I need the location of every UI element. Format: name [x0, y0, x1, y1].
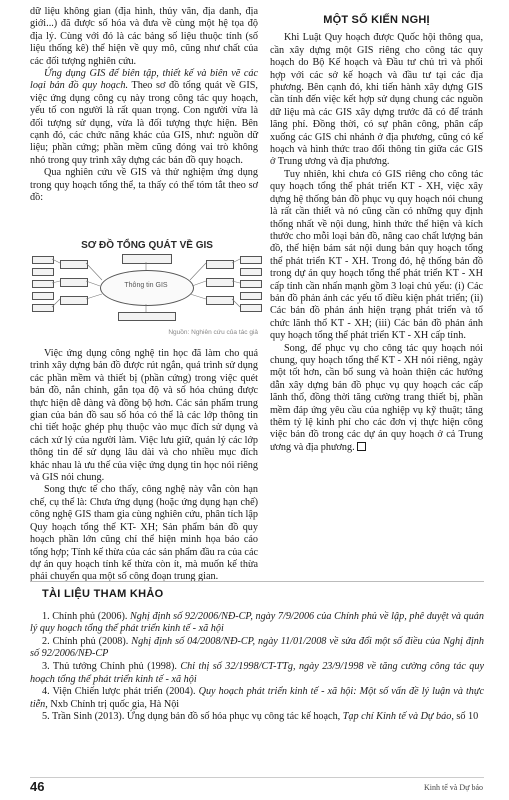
body-paragraph: Song thực tế cho thấy, công nghệ này vẫn còn hạn chế, cụ thể là: Chưa ứng dụng (hoặc ứng dụng hạn chế) công nghệ GIS tham gia cùng nghiên cứu, phân tích lập Quy hoạch tổng thể KT- XH; Sản phẩm bản đồ quy hoạch phần lớn cũng chỉ thể hiện minh họa báo cáo tổng hợp; Tính kế thừa của các sản phẩm đầu ra của các dự án quy hoạch tính kế thừa còn ít, mà muốn kế thừa phải chuyển qua một số công đoạn trung gian.: [30, 484, 258, 583]
section-heading: MỘT SỐ KIẾN NGHỊ: [323, 14, 430, 26]
ref-title: Nghị định số 04/2008/NĐ-CP, ngày 11/01/2008 về sửa đổi một số điều của Nghị định số 92/2006/NĐ-CP: [30, 635, 484, 660]
ref-title: Tạp chí Kinh tế và Dự báo: [342, 711, 452, 723]
left-column: [30, 6, 258, 205]
left-column-continued: [30, 348, 258, 584]
ref-text: 3. Thủ tướng Chính phủ (1998).: [42, 660, 181, 672]
reference-item: [30, 611, 484, 636]
body-paragraph: Qua nghiên cứu về GIS và thử nghiệm ứng dụng trong quy hoạch tổng thể, ta thấy có thể tóm tắt theo sơ đồ:: [30, 167, 258, 204]
body-paragraph: Khi Luật Quy hoạch được Quốc hội thông qua, cần xây dựng một GIS riêng cho công tác quy hoạch do Bộ Kế hoạch và Đầu tư chủ trì và phối hợp với các sở kế hoạch và đầu tư tại các địa phương. Bên cạnh đó, khi tiến hành xây dựng GIS cần tính đến việc kết hợp sử dụng chung các nguồn dữ liệu mà các GIS xây dựng trước đã có để tránh lãng phí. Đồng thời, có sự phân công, phân cấp xuống các GIS chi nhánh ở địa phương, cũng có kế hoạch và hình thức trao đổi thông tin giữa các GIS ở Trung ương và địa phương.: [270, 32, 483, 168]
ref-text: 1. Chính phủ (2006).: [42, 610, 131, 622]
body-paragraph: dữ liệu không gian (địa hình, thủy văn, địa danh, địa giới...) đã được số hóa và đưa về cùng một hệ tọa độ địa lý. Cùng với đó là các bảng số liệu thuộc tính (số liệu thống kê) thể hiện về quy mô, cũng như chất của các đối tượng nghiên cứu.: [30, 6, 258, 67]
ref-text: , số 10: [451, 711, 479, 723]
reference-item: [30, 661, 484, 686]
footer-divider: [30, 777, 484, 778]
paragraph-text: Song, để phục vụ cho công tác quy hoạch nói chung, quy hoạch tổng thể KT - XH nói riêng, ngày một tốt hơn, cần bổ sung và hoàn thiện các hướng dẫn xây dựng bản đồ phục vụ quy hoạch các cấp lãnh thổ, đồng thời tăng cường trang thiết bị, phần mềm đáp ứng yêu cầu của nghiệp vụ kỹ thuật; tăng thêm tỷ lệ kinh phí cho các đơn vị thực hiện công việc bản đồ trong các dự án quy hoạch ở cả Trung ương và địa phương.: [270, 342, 483, 453]
page-number: 46: [30, 779, 45, 794]
ref-text: 2. Chính phủ (2008).: [42, 635, 132, 647]
paragraph-rest: Theo sơ đồ tổng quát về GIS, việc ứng dụng công cụ này trong công tác quy hoạch, yếu tố con người là rất quan trọng. Con người vừa là đối tượng sử dụng, vừa là đối tượng thực hiện. Bên cạnh đó, các chức năng khác của GIS, như: nguồn dữ liệu; phần cứng; phần mềm cũng đóng vai trò không nhỏ trong quy trình xây dựng các bản đồ quy hoạch.: [30, 80, 258, 166]
reference-item: [30, 686, 484, 711]
ref-title: Chỉ thị số 32/1998/CT-TTg, ngày 23/9/1998 về tăng cường công tác quy hoạch tổng thể phát triển kinh tế - xã hội: [30, 660, 484, 685]
body-paragraph: [270, 343, 483, 455]
gis-diagram: [30, 240, 264, 336]
body-paragraph: Việc ứng dụng công nghệ tin học đã làm cho quá trình xây dựng bản đồ được rút ngắn, quá trình sử dụng các phần mềm và thiết bị (phần cứng) trong việc quét bản đồ, nắn chỉnh, gắn tọa độ và số hóa chúng được thực hiện dễ dàng và đồng bộ hơn. Các sản phẩm trung gian của bản đồ sau số hóa có thể là các lớp thông tin chi tiết hoặc ghép phụ thuộc vào mục đích sử dụng và cách xử lý của người làm. Việc lưu giữ, quản lý các lớp thông tin để sử dụng lâu dài và cho nhiều mục đích khác nhau là ưu thế của việc ứng dụng tin học nói riêng và GIS nói chung.: [30, 348, 258, 484]
body-paragraph: Tuy nhiên, khi chưa có GIS riêng cho công tác quy hoạch tổng thể phát triển KT - XH, việc xây dựng hệ thống bản đồ phục vụ quy hoạch nói chung là rất cần thiết và nó cũng cần có những quy định thống nhất về nội dung, hình thức thể hiện và kích thước cho mỗi loại bản đồ, nâng cao chất lượng bản đồ, thể hiện bám sát nội dung bản quy hoạch tổng thể phát triển KT - XH. Trong đó, hệ thống bản đồ trong dự án quy hoạch tổng thể phát triển KT - XH cấp tỉnh cần nhấn mạnh gồm 3 loại chủ yếu: (i) Các bản đồ phản ánh các yếu tố điều kiện phát triển; (ii) Các bản đồ phản ánh hiện trạng phát triển và tổ chức lãnh thổ KT - XH; (iii) Các bản đồ phản ánh quy hoạch tổng thể phát triển KT - XH cấp tỉnh.: [270, 168, 483, 342]
center-label: Thông tin GIS: [124, 282, 168, 289]
reference-item: [30, 636, 484, 661]
end-mark-icon: [357, 442, 366, 451]
diagram-caption: Nguồn: Nghiên cứu của tác giả: [168, 329, 258, 336]
italic-lead: Ứng dụng GIS để biên tập, thiết kế và biên vẽ các loại bản đồ quy hoạch.: [30, 68, 258, 92]
right-column: [270, 6, 483, 454]
reference-item: [30, 711, 484, 724]
ref-title: Quy hoạch phát triển kinh tế - xã hội: Một số vấn đề lý luận và thực tiễn: [30, 686, 484, 710]
references-title: TÀI LIỆU THAM KHẢO: [42, 588, 164, 600]
references: [30, 588, 484, 724]
diagram-connectors: [30, 240, 264, 332]
ref-title: Nghị định số 92/2006/NĐ-CP, ngày 7/9/2006 của Chính phủ về lập, phê duyệt và quản lý quy hoạch tổng thể phát triển kinh tế - xã hội: [30, 610, 484, 635]
ref-text: 5. Trần Sinh (2013). Ứng dụng bản đồ số hóa phục vụ công tác kế hoạch,: [42, 711, 343, 723]
body-paragraph: [30, 68, 258, 167]
section-divider: [30, 581, 484, 582]
ref-text: , Nxb Chính trị quốc gia, Hà Nội: [45, 698, 180, 710]
journal-name: Kinh tế và Dự báo: [424, 783, 483, 792]
ref-text: 4. Viện Chiến lược phát triển (2004).: [42, 686, 199, 698]
diagram-title: SƠ ĐỒ TỔNG QUÁT VỀ GIS: [81, 240, 213, 251]
